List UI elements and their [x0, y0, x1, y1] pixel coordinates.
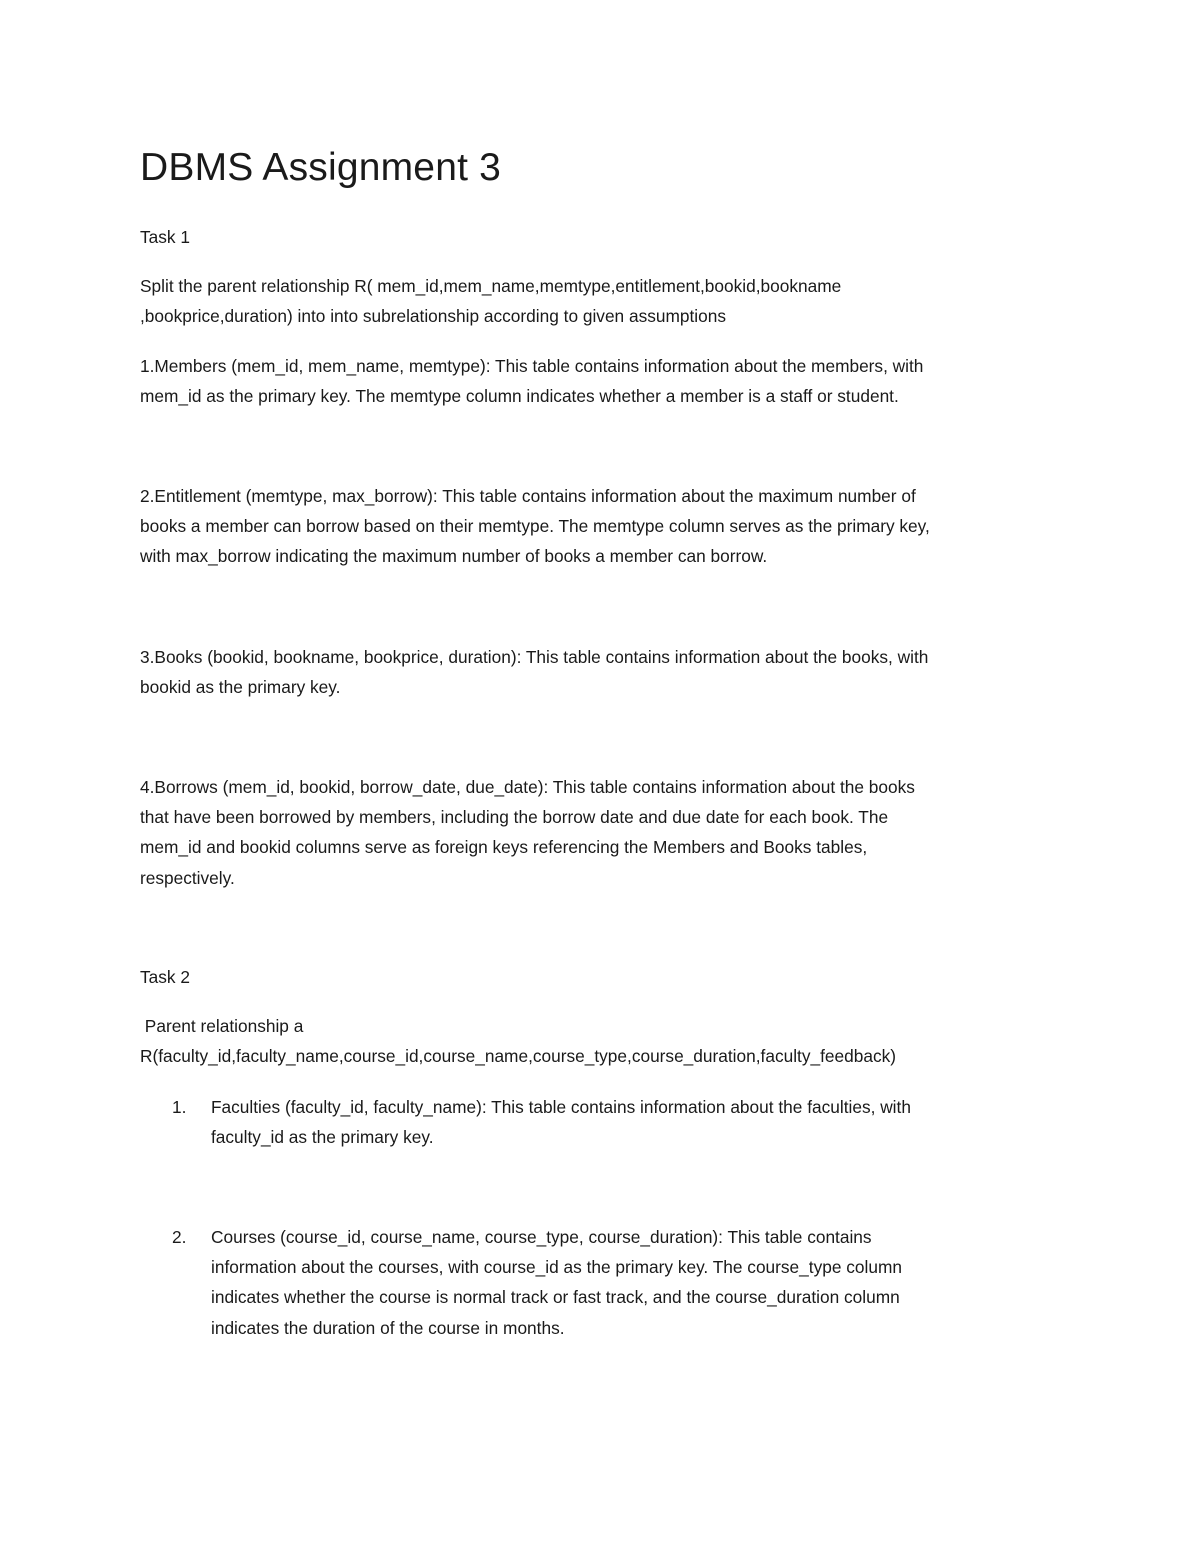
list-number: 2.: [172, 1227, 187, 1247]
task2-item-line: Courses (course_id, course_name, course_type, course_duration): This table contains: [211, 1227, 872, 1247]
task2-intro-line: R(faculty_id,faculty_name,course_id,course_name,course_type,course_duration,faculty_feedback): [140, 1046, 896, 1067]
task1-item-line: with max_borrow indicating the maximum number of books a member can borrow.: [140, 546, 768, 567]
task2-item-line: Faculties (faculty_id, faculty_name): This table contains information about the faculties, with: [211, 1097, 911, 1117]
task2-intro: [140, 1011, 896, 1071]
task2-item-line: faculty_id as the primary key.: [211, 1127, 434, 1148]
task2-item-line: indicates the duration of the course in months.: [211, 1317, 565, 1338]
task1-item-line: bookid as the primary key.: [140, 677, 341, 698]
task1-intro-line: Split the parent relationship R( mem_id,mem_name,memtype,entitlement,bookid,bookname: [140, 276, 842, 296]
task1-item-line: mem_id as the primary key. The memtype column indicates whether a member is a staff or student.: [140, 386, 899, 407]
task1-item-entitlement: [140, 481, 930, 572]
task1-intro: [140, 271, 841, 331]
task1-item-line: mem_id and bookid columns serve as foreign keys referencing the Members and Books tables,: [140, 837, 868, 858]
task2-item-line: information about the courses, with course_id as the primary key. The course_type column: [211, 1257, 902, 1278]
document-title: DBMS Assignment 3: [140, 146, 502, 189]
task2-item-line: indicates whether the course is normal track or fast track, and the course_duration column: [211, 1287, 900, 1308]
task1-item-borrows: [140, 772, 915, 893]
list-text: [211, 1222, 902, 1343]
task1-item-line: 2.Entitlement (memtype, max_borrow): This table contains information about the maximum number of: [140, 486, 916, 506]
list-number: 1.: [172, 1097, 187, 1117]
task2-intro-line: Parent relationship a: [140, 1016, 304, 1036]
list-text: [211, 1092, 911, 1152]
task1-item-line: 1.Members (mem_id, mem_name, memtype): This table contains information about the members, with: [140, 356, 924, 376]
task1-heading: Task 1: [140, 227, 190, 247]
task1-item-line: that have been borrowed by members, including the borrow date and due date for each book. The: [140, 807, 889, 828]
task1-item-books: [140, 642, 928, 702]
task1-item-line: 3.Books (bookid, bookname, bookprice, duration): This table contains information about the books, with: [140, 647, 929, 667]
task1-item-line: respectively.: [140, 867, 235, 888]
task1-intro-line: ,bookprice,duration) into into subrelationship according to given assumptions: [140, 306, 726, 327]
task2-heading: Task 2: [140, 967, 190, 987]
task1-item-line: books a member can borrow based on their memtype. The memtype column serves as the primary key,: [140, 516, 930, 537]
task1-item-members: [140, 351, 923, 411]
task1-item-line: 4.Borrows (mem_id, bookid, borrow_date, due_date): This table contains information about the books: [140, 777, 915, 797]
